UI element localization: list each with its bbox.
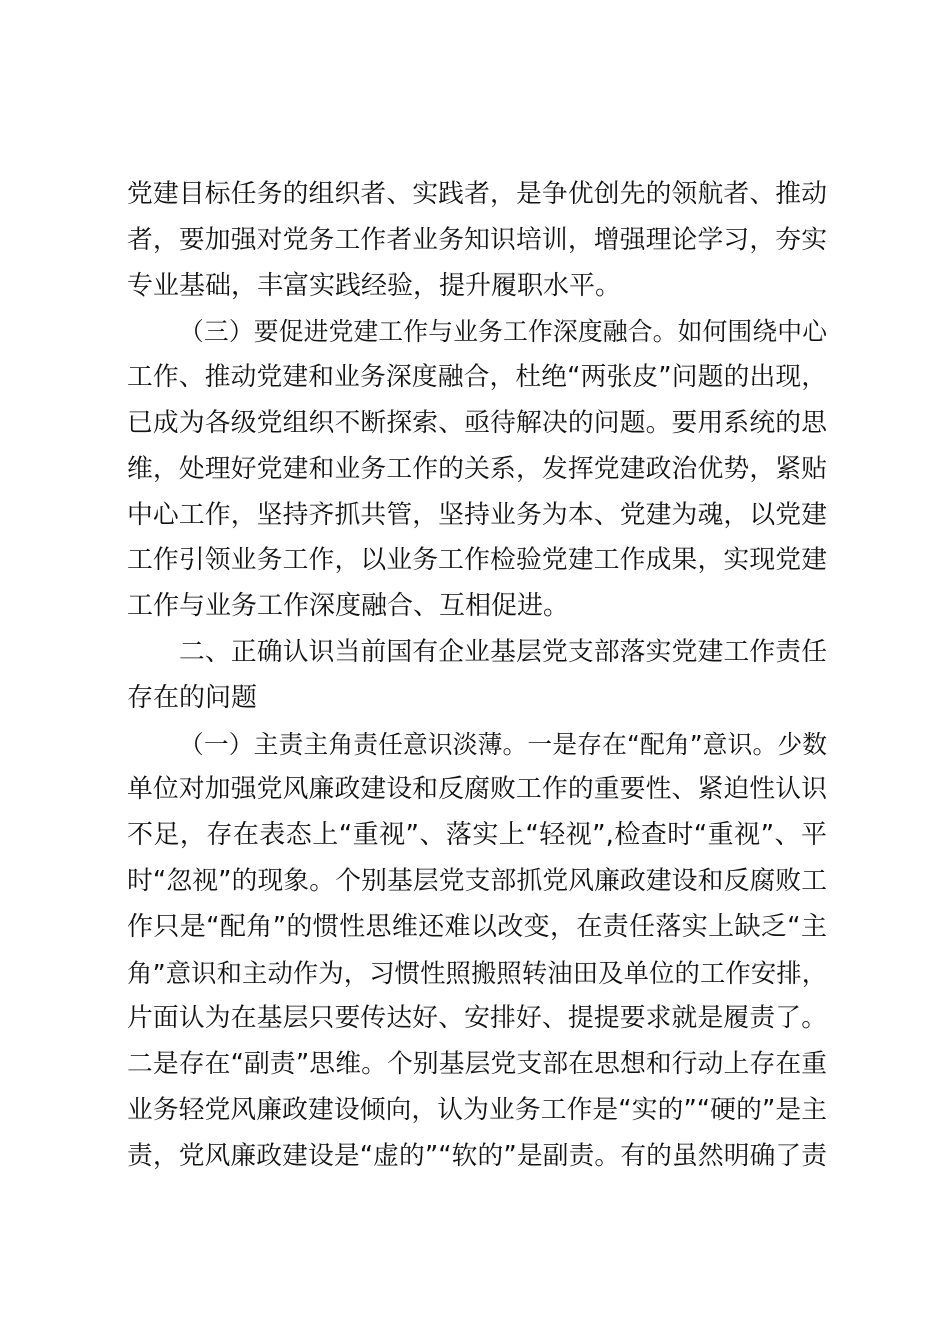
text-line: 党建目标任务的组织者、实践者，是争优创先的领航者、推动 bbox=[127, 179, 827, 209]
paragraph-first-line: （三）要促进党建工作与业务工作深度融合。如何围绕中心 bbox=[179, 317, 827, 347]
body-text bbox=[127, 172, 827, 1180]
text-line: 时“忽视”的现象。个别基层党支部抓党风廉政建设和反腐败工 bbox=[127, 865, 827, 896]
text-line: 工作与业务工作深度融合、互相促进。 bbox=[127, 591, 570, 622]
text-line: 角”意识和主动作为，习惯性照搬照转油田及单位的工作安排， bbox=[127, 958, 827, 988]
text-line: 二是存在“副责”思维。个别基层党支部在思想和行动上存在重 bbox=[127, 1049, 827, 1080]
text-line: 片面认为在基层只要传达好、安排好、提提要求就是履责了。 bbox=[127, 1003, 827, 1034]
text-line: 责，党风廉政建设是“虚的”“软的”是副责。有的虽然明确了责 bbox=[127, 1140, 827, 1171]
paragraph-first-line: （一）主责主角责任意识淡薄。一是存在“配角”意识。少数 bbox=[179, 729, 827, 759]
text-line: 者，要加强对党务工作者业务知识培训，增强理论学习，夯实 bbox=[127, 224, 827, 255]
text-line: 存在的问题 bbox=[127, 682, 258, 713]
text-line: 单位对加强党风廉政建设和反腐败工作的重要性、紧迫性认识 bbox=[127, 774, 827, 805]
text-line: 维，处理好党建和业务工作的关系，发挥党建政治优势，紧贴 bbox=[127, 453, 827, 484]
text-line: 专业基础，丰富实践经验，提升履职水平。 bbox=[127, 270, 622, 301]
paragraph-first-line: 二、正确认识当前国有企业基层党支部落实党建工作责任 bbox=[179, 636, 827, 667]
text-line: 工作引领业务工作，以业务工作检验党建工作成果，实现党建 bbox=[127, 545, 827, 576]
text-line: 不足，存在表态上“重视”、落实上“轻视”,检查时“重视”、平 bbox=[127, 820, 827, 851]
text-line: 业务轻党风廉政建设倾向，认为业务工作是“实的”“硬的”是主 bbox=[127, 1094, 827, 1125]
text-line: 工作、推动党建和业务深度融合，杜绝“两张皮”问题的出现， bbox=[127, 362, 827, 393]
text-line: 已成为各级党组织不断探索、亟待解决的问题。要用系统的思 bbox=[127, 407, 827, 438]
text-line: 作只是“配角”的惯性思维还难以改变，在责任落实上缺乏“主 bbox=[127, 911, 827, 942]
text-line: 中心工作，坚持齐抓共管，坚持业务为本、党建为魂，以党建 bbox=[127, 499, 827, 530]
